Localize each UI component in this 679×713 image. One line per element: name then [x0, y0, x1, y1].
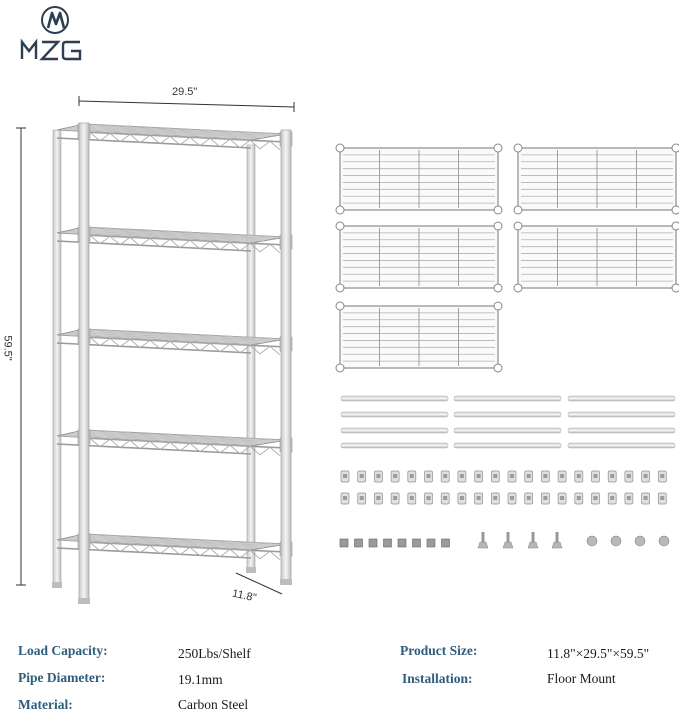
shelf-clip [592, 493, 600, 504]
pipe-diameter-label: Pipe Diameter: [18, 670, 106, 685]
hardware-parts [340, 532, 669, 548]
product-size-label: Product Size: [400, 643, 478, 658]
shelf-clip [441, 493, 449, 504]
wire-shelf-panel [514, 222, 679, 292]
shelf-clip [491, 493, 499, 504]
nut-part [340, 539, 348, 547]
shelf-clip [341, 471, 349, 482]
shelf-clip [458, 471, 466, 482]
support-rod [568, 412, 675, 417]
shelf-level [57, 430, 292, 456]
shelves-group [57, 124, 292, 560]
support-rod [341, 412, 448, 417]
shelf-clip [525, 471, 533, 482]
shelf-clip [425, 471, 433, 482]
shelf-clip [558, 493, 566, 504]
shelf-clip [541, 493, 549, 504]
shelf-level [57, 124, 292, 150]
wire-shelf-panel [514, 144, 679, 214]
shelf-clip [391, 493, 399, 504]
shelf-level [57, 534, 292, 560]
nut-part [369, 539, 377, 547]
shelf-level [57, 227, 292, 253]
shelf-clip [391, 471, 399, 482]
pole-cap [611, 536, 621, 546]
support-rod [568, 428, 675, 433]
shelf-clip [508, 493, 516, 504]
nut-part [355, 539, 363, 547]
shelf-clip [658, 471, 666, 482]
shelf-unit [52, 123, 292, 604]
shelf-clip [491, 471, 499, 482]
shelf-clip [508, 471, 516, 482]
shelf-clip [374, 493, 382, 504]
shelf-clips [341, 471, 666, 504]
nut-part [442, 539, 450, 547]
support-rod [568, 396, 675, 401]
shelf-clip [642, 493, 650, 504]
leveling-foot [528, 532, 538, 548]
shelf-clip [625, 493, 633, 504]
shelf-clip [425, 493, 433, 504]
shelf-clip [475, 471, 483, 482]
shelf-clip [642, 471, 650, 482]
shelf-clip [575, 471, 583, 482]
shelf-clip [625, 471, 633, 482]
installation-label: Installation: [402, 671, 473, 686]
product-size-value: 11.8"×29.5"×59.5" [547, 646, 650, 661]
pole-cap [635, 536, 645, 546]
support-rod [341, 396, 448, 401]
shelf-clip [358, 493, 366, 504]
wire-shelf-panel [336, 144, 502, 214]
leveling-foot [552, 532, 562, 548]
support-rod [454, 412, 561, 417]
shelf-clip [441, 471, 449, 482]
nut-part [398, 539, 406, 547]
support-rod [454, 428, 561, 433]
width-dimension-line [79, 96, 294, 112]
support-rod [454, 443, 561, 448]
support-rod [341, 443, 448, 448]
shelf-clip [592, 471, 600, 482]
shelf-clip [541, 471, 549, 482]
nut-part [384, 539, 392, 547]
leveling-foot [478, 532, 488, 548]
support-rod [568, 443, 675, 448]
support-rods [341, 396, 675, 448]
shelf-clip [408, 493, 416, 504]
load-capacity-value: 250Lbs/Shelf [178, 646, 251, 661]
leveling-foot [503, 532, 513, 548]
support-rod [341, 428, 448, 433]
pole-cap [587, 536, 597, 546]
material-value: Carbon Steel [178, 697, 249, 712]
support-rod [454, 396, 561, 401]
installation-value: Floor Mount [547, 671, 616, 686]
shelf-clip [475, 493, 483, 504]
shelf-clip [341, 493, 349, 504]
shelf-clip [575, 493, 583, 504]
shelf-level [57, 329, 292, 355]
wire-shelf-panel [336, 222, 502, 292]
wire-shelf-panels [336, 144, 679, 372]
shelf-clip [608, 493, 616, 504]
height-dimension-line [16, 128, 26, 585]
pipe-diameter-value: 19.1mm [178, 672, 223, 687]
depth-label: 11.8" [231, 587, 258, 605]
width-label: 29.5" [172, 86, 198, 98]
shelf-clip [408, 471, 416, 482]
height-label: 59.5" [1, 335, 14, 361]
shelf-clip [374, 471, 382, 482]
pole-cap [659, 536, 669, 546]
shelf-clip [658, 493, 666, 504]
shelf-clip [608, 471, 616, 482]
shelf-clip [358, 471, 366, 482]
nut-part [413, 539, 421, 547]
material-label: Material: [18, 697, 73, 712]
wire-shelf-panel [336, 302, 502, 372]
shelf-clip [458, 493, 466, 504]
nut-part [427, 539, 435, 547]
shelf-clip [558, 471, 566, 482]
shelf-clip [525, 493, 533, 504]
load-capacity-label: Load Capacity: [18, 643, 108, 658]
